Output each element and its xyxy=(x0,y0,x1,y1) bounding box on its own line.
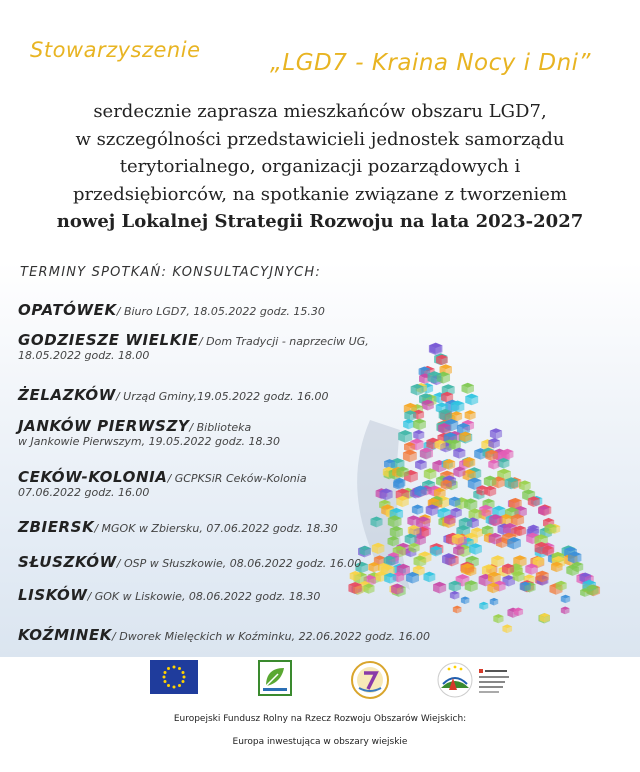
meeting-place: OPATÓWEK xyxy=(18,301,117,319)
leader-icon xyxy=(258,660,292,696)
header xyxy=(0,30,640,90)
cube-tree-illustration xyxy=(340,340,640,650)
meeting-item xyxy=(18,467,307,499)
meeting-item xyxy=(18,385,329,404)
cube-shape xyxy=(493,614,503,623)
cube-shape xyxy=(453,606,462,614)
cube-shape xyxy=(465,394,478,406)
meeting-details: / OSP w Słuszkowie, 08.06.2022 godz. 16.00 xyxy=(116,557,362,570)
terms-title: TERMINY SPOTKAŃ: KONSULTACYJNYCH: xyxy=(20,265,321,280)
cube-shape xyxy=(412,505,423,515)
meeting-place: ZBIERSK xyxy=(18,518,95,536)
cube-shape xyxy=(403,419,414,429)
footer-slogan: Europa inwestująca w obszary wiejskie xyxy=(232,737,408,747)
meeting-item xyxy=(18,585,320,604)
cube-shape xyxy=(403,450,417,463)
prow-icon xyxy=(435,660,523,700)
meeting-details: / Urząd Gminy,19.05.2022 godz. 16.00 xyxy=(115,390,329,403)
invitation-line: w szczególności przedstawicieli jednostek samorządu xyxy=(75,128,565,150)
meeting-place: LISKÓW xyxy=(18,586,88,604)
meeting-place: ŻELAZKÓW xyxy=(18,386,116,404)
meeting-item xyxy=(18,517,338,536)
meeting-place: SŁUSZKÓW xyxy=(18,553,117,571)
org-name-line1: Stowarzyszenie xyxy=(30,38,201,62)
meeting-details: / Dworek Mielęckich w Koźminku, 22.06.2022 godz. 16.00 xyxy=(112,630,431,643)
invitation-line: przedsiębiorców, na spotkanie związane z tworzeniem xyxy=(72,183,568,205)
meeting-details: / GCPKSiR Ceków-Kolonia xyxy=(167,472,307,485)
meeting-place: CEKÓW-KOLONIA xyxy=(18,468,168,486)
cube-shape xyxy=(490,598,498,606)
cube-shape xyxy=(429,343,443,355)
cube-shape xyxy=(461,383,473,394)
cube-shape xyxy=(450,591,459,600)
cube-shape xyxy=(561,607,570,615)
meeting-details: / GOK w Liskowie, 08.06.2022 godz. 18.30 xyxy=(87,590,321,603)
eu-flag-icon xyxy=(150,660,198,694)
meeting-place: JANKÓW PIERWSZY xyxy=(18,417,190,435)
cube-shape xyxy=(423,572,435,583)
meeting-details-line2: 18.05.2022 godz. 18.00 xyxy=(18,349,150,362)
meeting-details: / Biuro LGD7, 18.05.2022 godz. 15.30 xyxy=(116,305,325,318)
cube-shape xyxy=(413,430,424,440)
meeting-item xyxy=(18,416,280,448)
cube-shape xyxy=(415,460,427,470)
invitation-line-bold: nowej Lokalnej Strategii Rozwoju na lata 2023-2027 xyxy=(56,211,584,232)
meeting-item xyxy=(18,625,430,644)
cube-shape xyxy=(433,582,446,594)
cube-shape xyxy=(413,419,426,431)
cube-shape xyxy=(490,428,502,439)
meeting-item xyxy=(18,330,369,362)
meeting-details-line2: 07.06.2022 godz. 16.00 xyxy=(18,486,150,499)
meeting-place: KOŹMINEK xyxy=(18,626,113,644)
cube-shape xyxy=(479,602,488,610)
meeting-details: / Biblioteka xyxy=(189,421,252,434)
footer-fund-name: Europejski Fundusz Rolny na Rzecz Rozwoju Obszarów Wiejskich: xyxy=(173,714,467,724)
meeting-details: / MGOK w Zbiersku, 07.06.2022 godz. 18.30 xyxy=(94,522,338,535)
invitation-line: terytorialnego, organizacji pozarządowych i xyxy=(119,156,521,177)
meeting-place: GODZIESZE WIELKIE xyxy=(18,331,199,349)
meeting-item xyxy=(18,300,325,319)
meeting-item xyxy=(18,552,361,571)
logos-row xyxy=(0,660,640,700)
invitation-line: serdecznie zaprasza mieszkańców obszaru LGD7, xyxy=(93,101,547,122)
cube-shape xyxy=(461,596,469,604)
cube-shape xyxy=(398,430,412,443)
cube-shape xyxy=(465,410,476,420)
meeting-details: / Dom Tradycji - naprzeciw UG, xyxy=(198,335,369,348)
cube-shape xyxy=(561,595,570,603)
lgd7-icon xyxy=(350,660,390,700)
invitation-text xyxy=(20,98,620,236)
org-name-line2: „LGD7 - Kraina Nocy i Dni” xyxy=(270,50,591,76)
meeting-details-line2: w Jankowie Pierwszym, 19.05.2022 godz. 18.30 xyxy=(18,435,280,448)
cube-shape xyxy=(502,624,512,633)
